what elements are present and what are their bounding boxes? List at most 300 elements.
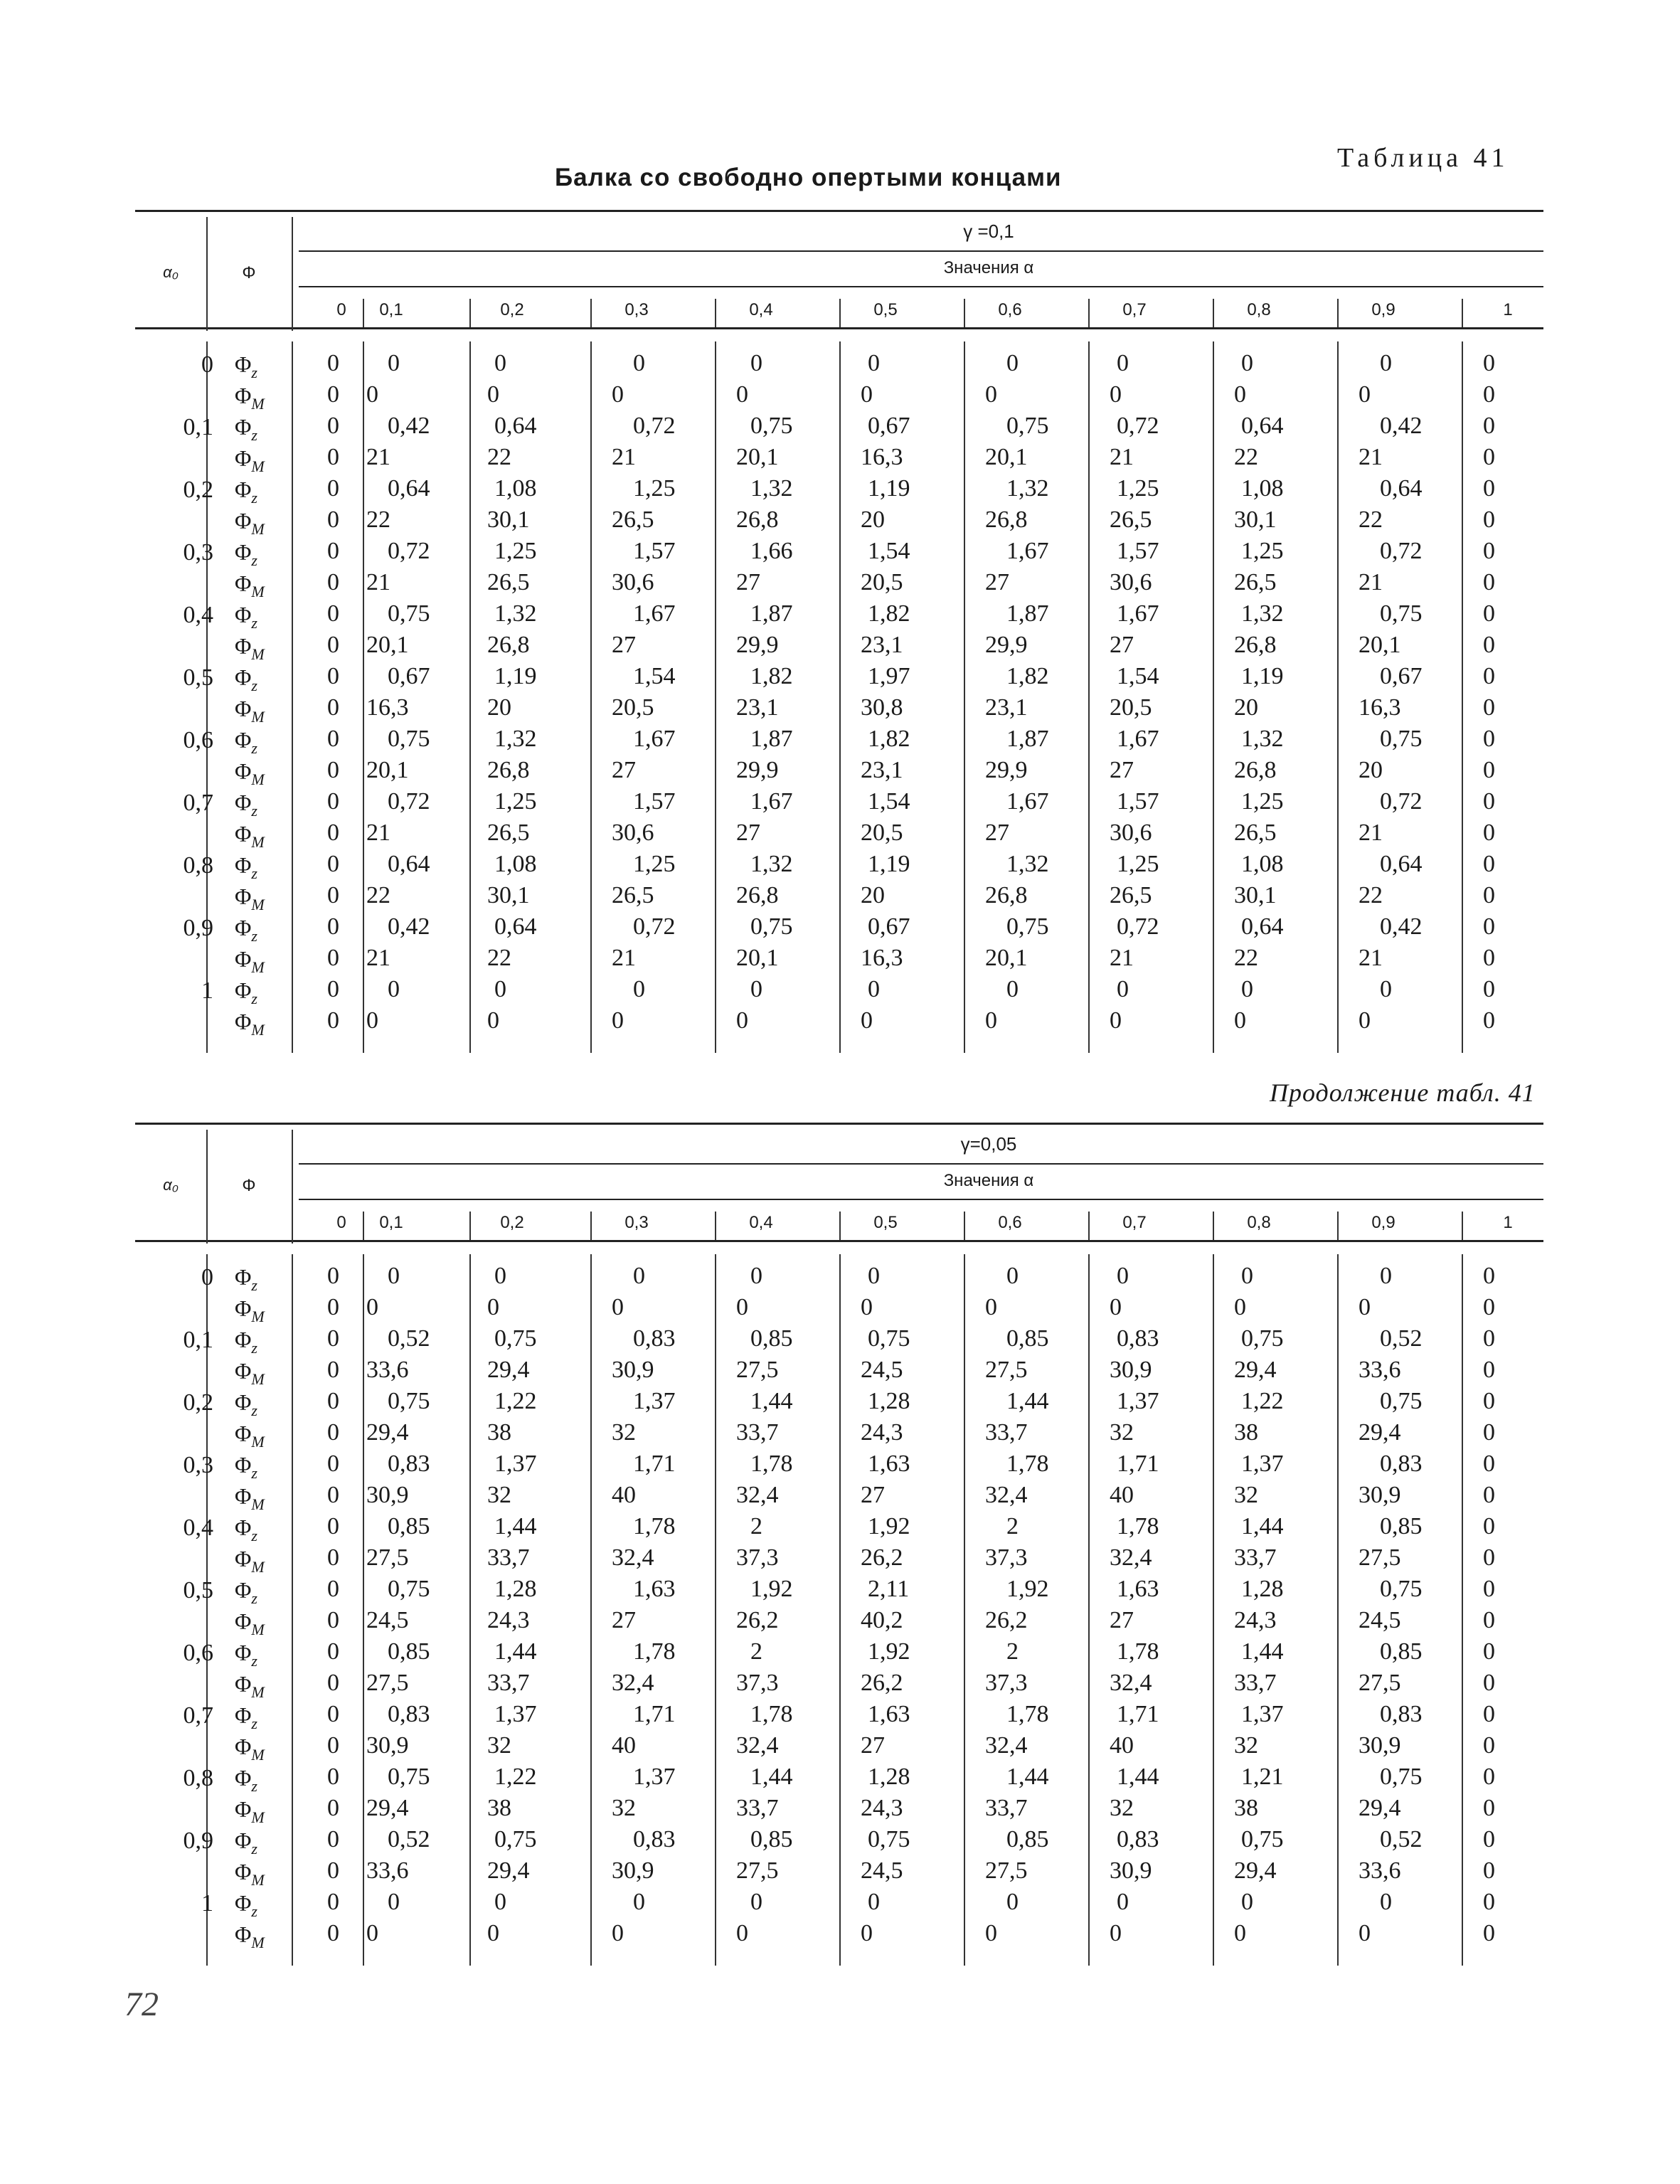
phi-m-value: 0 — [487, 1007, 499, 1034]
phi-z-value: 0 — [868, 1889, 880, 1915]
phi-m-value: 24,3 — [861, 1419, 903, 1446]
phi-z-value: 1,71 — [1117, 1701, 1159, 1727]
phi-m-value: 26,5 — [487, 569, 530, 595]
table-row — [135, 975, 1543, 1037]
phi-z-value: 1,32 — [494, 726, 537, 752]
phi-z-value: 0 — [1483, 1826, 1495, 1852]
table-row — [135, 662, 1543, 724]
phi-m-label: $\Phi_M$ — [235, 445, 265, 475]
col-divider — [1213, 1212, 1214, 1240]
phi-z-value: 1,44 — [1006, 1388, 1049, 1414]
alpha-column-header: 0,5 — [873, 300, 898, 319]
phi-z-value: 0,72 — [633, 413, 676, 439]
phi-z-value: 0,64 — [388, 851, 430, 877]
phi-z-label: $\Phi_z$ — [235, 1828, 257, 1857]
phi-m-value: 27,5 — [985, 1357, 1028, 1383]
table-row — [135, 1574, 1543, 1637]
phi-m-value: 0 — [327, 632, 339, 658]
phi-m-value: 0 — [1110, 381, 1122, 408]
table-row — [135, 1324, 1543, 1387]
phi-z-value: 1,37 — [1241, 1701, 1284, 1727]
phi-z-value: 1,54 — [868, 788, 910, 815]
phi-m-value: 0 — [1483, 1482, 1495, 1508]
phi-m-value: 27,5 — [736, 1857, 779, 1884]
phi-header: Φ — [242, 263, 256, 282]
phi-z-value: 0,75 — [388, 1576, 430, 1602]
phi-z-value: 0 — [327, 1263, 339, 1289]
phi-m-value: 0 — [1483, 1857, 1495, 1884]
phi-m-value: 27 — [736, 569, 760, 595]
phi-m-value: 0 — [736, 1294, 748, 1320]
phi-z-value: 1,78 — [1117, 1638, 1159, 1665]
phi-m-value: 0 — [327, 1544, 339, 1571]
phi-z-value: 1,78 — [750, 1451, 793, 1477]
phi-m-value: 16,3 — [861, 444, 903, 470]
phi-z-value: 1,92 — [868, 1513, 910, 1539]
phi-z-value: 0,64 — [494, 913, 537, 940]
phi-m-value: 29,9 — [985, 757, 1028, 783]
page-number: 72 — [124, 1986, 159, 2023]
phi-z-label: $\Phi_z$ — [235, 915, 257, 945]
alpha0-value: 0,9 — [183, 1828, 213, 1854]
phi-z-value: 1,63 — [1117, 1576, 1159, 1602]
phi-z-value: 1,78 — [1006, 1701, 1049, 1727]
phi-z-value: 1,92 — [868, 1638, 910, 1665]
phi-m-value: 0 — [612, 1294, 624, 1320]
phi-z-value: 0 — [327, 1638, 339, 1665]
phi-m-label: $\Phi_M$ — [235, 633, 265, 663]
phi-m-value: 40,2 — [861, 1607, 903, 1633]
phi-z-value: 1,44 — [494, 1513, 537, 1539]
phi-m-value: 26,8 — [487, 757, 530, 783]
phi-z-value: 0,75 — [1380, 1764, 1423, 1790]
phi-m-value: 40 — [1110, 1482, 1134, 1508]
phi-z-value: 0 — [1117, 1889, 1129, 1915]
phi-m-value: 16,3 — [861, 945, 903, 971]
phi-z-value: 0 — [327, 788, 339, 815]
phi-m-value: 32 — [487, 1482, 511, 1508]
data-table-gamma-005 — [135, 1123, 1543, 1969]
phi-m-value: 26,8 — [985, 507, 1028, 533]
table-row — [135, 474, 1543, 536]
phi-m-value: 20,1 — [366, 632, 409, 658]
phi-z-label: $\Phi_z$ — [235, 664, 257, 694]
phi-z-value: 0,83 — [388, 1701, 430, 1727]
phi-z-value: 0 — [1241, 976, 1253, 1002]
phi-z-value: 1,32 — [1241, 726, 1284, 752]
phi-m-value: 0 — [612, 1007, 624, 1034]
col-divider — [1213, 299, 1214, 327]
phi-z-value: 1,28 — [494, 1576, 537, 1602]
phi-m-value: 0 — [861, 1007, 873, 1034]
phi-m-value: 32 — [1234, 1482, 1258, 1508]
alpha0-value: 0,2 — [183, 477, 213, 503]
phi-z-value: 0,83 — [1117, 1325, 1159, 1352]
phi-z-value: 0,52 — [1380, 1826, 1423, 1852]
phi-m-value: 27,5 — [366, 1544, 409, 1571]
phi-z-value: 0 — [1483, 1576, 1495, 1602]
alpha0-value: 0,5 — [183, 664, 213, 691]
phi-m-value: 0 — [1483, 1607, 1495, 1633]
phi-m-value: 0 — [327, 1482, 339, 1508]
phi-m-value: 0 — [1234, 1294, 1246, 1320]
phi-z-value: 1,32 — [1006, 475, 1049, 502]
phi-z-value: 1,44 — [1241, 1638, 1284, 1665]
phi-m-value: 0 — [985, 1007, 997, 1034]
values-header: Значения α — [943, 258, 1034, 277]
phi-z-value: 0 — [868, 350, 880, 376]
phi-z-value: 1,44 — [494, 1638, 537, 1665]
phi-z-value: 0 — [494, 1263, 506, 1289]
phi-m-value: 0 — [1359, 381, 1371, 408]
phi-z-value: 1,44 — [1241, 1513, 1284, 1539]
phi-z-value: 1,78 — [633, 1638, 676, 1665]
phi-m-label: $\Phi_M$ — [235, 508, 265, 538]
phi-z-value: 0 — [1117, 350, 1129, 376]
alpha-column-header: 0,2 — [500, 1213, 524, 1232]
phi-z-value: 0,52 — [388, 1826, 430, 1852]
phi-m-value: 21 — [1110, 945, 1134, 971]
phi-z-value: 1,92 — [1006, 1576, 1049, 1602]
phi-m-value: 30,9 — [366, 1732, 409, 1759]
phi-z-value: 0 — [327, 1513, 339, 1539]
phi-m-value: 24,5 — [861, 1857, 903, 1884]
phi-z-value: 0 — [633, 1263, 645, 1289]
phi-z-value: 0,83 — [1117, 1826, 1159, 1852]
phi-m-value: 21 — [1359, 569, 1383, 595]
phi-m-value: 30,9 — [1359, 1732, 1401, 1759]
phi-z-value: 1,87 — [1006, 600, 1049, 627]
phi-z-label: $\Phi_z$ — [235, 1389, 257, 1419]
phi-m-value: 26,2 — [861, 1544, 903, 1571]
table-row — [135, 411, 1543, 474]
phi-m-value: 22 — [1234, 444, 1258, 470]
phi-z-value: 0 — [1006, 1263, 1019, 1289]
col-divider — [1462, 1212, 1463, 1240]
phi-m-value: 16,3 — [366, 694, 409, 721]
phi-z-label: $\Phi_z$ — [235, 790, 257, 820]
phi-z-value: 1,87 — [750, 726, 793, 752]
phi-m-value: 0 — [1234, 1920, 1246, 1946]
phi-m-value: 26,5 — [1110, 507, 1152, 533]
phi-m-value: 21 — [366, 945, 390, 971]
phi-z-value: 1,67 — [633, 726, 676, 752]
phi-z-value: 0 — [327, 976, 339, 1002]
phi-m-value: 20 — [861, 507, 885, 533]
phi-m-value: 38 — [1234, 1419, 1258, 1446]
phi-m-value: 22 — [487, 945, 511, 971]
phi-z-value: 0,75 — [388, 1388, 430, 1414]
values-rule — [299, 1199, 1543, 1200]
phi-z-value: 1,32 — [494, 600, 537, 627]
alpha-column-header: 0,4 — [749, 1213, 773, 1232]
alpha-column-header: 0,1 — [379, 300, 403, 319]
phi-m-value: 33,6 — [366, 1857, 409, 1884]
phi-m-value: 29,9 — [736, 632, 779, 658]
phi-z-value: 0 — [1117, 976, 1129, 1002]
table-row — [135, 1700, 1543, 1762]
phi-m-value: 20,1 — [1359, 632, 1401, 658]
phi-m-value: 24,5 — [861, 1357, 903, 1383]
phi-z-value: 0,83 — [1380, 1451, 1423, 1477]
phi-m-value: 0 — [1483, 882, 1495, 908]
phi-z-value: 0 — [1483, 663, 1495, 689]
alpha-column-header: 0,7 — [1122, 1213, 1147, 1232]
phi-m-value: 30,1 — [1234, 507, 1277, 533]
phi-m-value: 26,5 — [1234, 569, 1277, 595]
phi-z-value: 0 — [1483, 350, 1495, 376]
table-row — [135, 1762, 1543, 1825]
phi-m-value: 29,4 — [487, 1857, 530, 1884]
phi-z-value: 0 — [1006, 1889, 1019, 1915]
phi-z-value: 1,25 — [1117, 851, 1159, 877]
phi-z-label: $\Phi_z$ — [235, 1765, 257, 1795]
phi-m-value: 0 — [327, 1357, 339, 1383]
continuation-label: Продолжение табл. 41 — [1270, 1078, 1536, 1107]
phi-z-value: 1,87 — [1006, 726, 1049, 752]
phi-z-value: 0,75 — [388, 1764, 430, 1790]
phi-z-value: 0 — [327, 350, 339, 376]
phi-z-value: 1,67 — [1117, 600, 1159, 627]
col-divider — [715, 299, 716, 327]
col-divider — [363, 1212, 364, 1240]
col-divider — [469, 299, 471, 327]
phi-m-value: 0 — [736, 1007, 748, 1034]
phi-m-label: $\Phi_M$ — [235, 1546, 265, 1576]
alpha-column-header: 0,8 — [1247, 300, 1271, 319]
phi-z-value: 1,87 — [750, 600, 793, 627]
table-row — [135, 787, 1543, 849]
phi-m-value: 0 — [327, 1732, 339, 1759]
phi-m-value: 32 — [612, 1419, 636, 1446]
phi-z-value: 0 — [1483, 1638, 1495, 1665]
phi-z-label: $\Phi_z$ — [235, 539, 257, 569]
phi-m-value: 30,6 — [612, 820, 654, 846]
phi-z-value: 1,67 — [1006, 538, 1049, 564]
phi-m-value: 0 — [327, 569, 339, 595]
phi-z-value: 0,85 — [1380, 1513, 1423, 1539]
phi-z-value: 0,75 — [750, 913, 793, 940]
phi-z-value: 1,25 — [494, 788, 537, 815]
phi-z-value: 0,64 — [494, 413, 537, 439]
gamma-rule — [299, 250, 1543, 252]
phi-m-value: 32,4 — [736, 1482, 779, 1508]
phi-z-value: 0 — [327, 851, 339, 877]
alpha0-value: 0,4 — [183, 602, 213, 628]
phi-m-value: 30,9 — [612, 1357, 654, 1383]
phi-z-value: 0,75 — [1241, 1325, 1284, 1352]
col-divider — [590, 299, 592, 327]
phi-z-value: 1,82 — [1006, 663, 1049, 689]
gamma-rule — [299, 1163, 1543, 1165]
phi-z-value: 0 — [327, 475, 339, 502]
phi-m-value: 0 — [1483, 381, 1495, 408]
phi-m-label: $\Phi_M$ — [235, 571, 265, 600]
phi-m-value: 0 — [366, 1920, 378, 1946]
phi-m-value: 32 — [1110, 1419, 1134, 1446]
phi-m-value: 20 — [1234, 694, 1258, 721]
phi-z-label: $\Phi_z$ — [235, 1890, 257, 1920]
phi-m-value: 37,3 — [985, 1544, 1028, 1571]
phi-m-value: 0 — [1483, 1732, 1495, 1759]
phi-m-value: 0 — [736, 381, 748, 408]
phi-z-value: 0,72 — [388, 538, 430, 564]
phi-m-value: 27 — [1110, 632, 1134, 658]
phi-z-value: 0,67 — [868, 413, 910, 439]
phi-m-value: 21 — [1359, 945, 1383, 971]
phi-m-value: 40 — [612, 1732, 636, 1759]
phi-m-value: 21 — [366, 569, 390, 595]
phi-z-value: 0,64 — [1380, 851, 1423, 877]
phi-m-label: $\Phi_M$ — [235, 1009, 265, 1039]
phi-z-value: 0 — [1241, 1263, 1253, 1289]
phi-z-value: 1,37 — [1117, 1388, 1159, 1414]
phi-z-value: 0,75 — [750, 413, 793, 439]
phi-m-value: 27 — [612, 632, 636, 658]
phi-z-value: 2 — [1006, 1638, 1019, 1665]
phi-z-value: 0 — [1117, 1263, 1129, 1289]
phi-m-value: 0 — [327, 1419, 339, 1446]
phi-z-value: 1,67 — [1117, 726, 1159, 752]
phi-m-value: 30,8 — [861, 694, 903, 721]
phi-m-value: 0 — [612, 381, 624, 408]
phi-z-value: 0 — [1380, 350, 1392, 376]
table-row — [135, 1887, 1543, 1950]
phi-z-value: 0,85 — [750, 1826, 793, 1852]
phi-m-value: 32 — [1234, 1732, 1258, 1759]
phi-m-value: 0 — [1483, 1544, 1495, 1571]
phi-m-value: 33,7 — [1234, 1544, 1277, 1571]
phi-z-value: 0,52 — [388, 1325, 430, 1352]
phi-z-value: 0 — [388, 976, 400, 1002]
phi-m-value: 22 — [366, 507, 390, 533]
phi-z-value: 0,75 — [1006, 413, 1049, 439]
phi-m-value: 32,4 — [612, 1544, 654, 1571]
phi-z-value: 2,11 — [868, 1576, 910, 1602]
phi-z-value: 0,64 — [1241, 913, 1284, 940]
phi-z-value: 0 — [327, 1764, 339, 1790]
phi-m-value: 21 — [612, 444, 636, 470]
phi-m-value: 20,1 — [366, 757, 409, 783]
phi-m-label: $\Phi_M$ — [235, 696, 265, 726]
phi-z-value: 1,54 — [633, 663, 676, 689]
phi-m-value: 27 — [1110, 1607, 1134, 1633]
phi-m-value: 0 — [1483, 757, 1495, 783]
phi-m-value: 0 — [861, 381, 873, 408]
phi-m-value: 27,5 — [1359, 1670, 1401, 1696]
phi-m-value: 0 — [1110, 1294, 1122, 1320]
phi-m-value: 21 — [366, 820, 390, 846]
table-row — [135, 1512, 1543, 1574]
phi-z-label: $\Phi_z$ — [235, 1264, 257, 1294]
phi-z-value: 0 — [1483, 1701, 1495, 1727]
phi-z-value: 0,64 — [388, 475, 430, 502]
phi-m-value: 29,4 — [366, 1419, 409, 1446]
phi-m-value: 0 — [327, 1795, 339, 1821]
phi-m-value: 0 — [1483, 632, 1495, 658]
phi-z-value: 1,44 — [1117, 1764, 1159, 1790]
phi-z-value: 0 — [1483, 1889, 1495, 1915]
alpha-column-header: 0,5 — [873, 1213, 898, 1232]
col-divider — [590, 1212, 592, 1240]
phi-m-value: 33,7 — [985, 1419, 1028, 1446]
phi-m-value: 20 — [487, 694, 511, 721]
phi-z-value: 1,25 — [633, 475, 676, 502]
phi-z-value: 0 — [1380, 1263, 1392, 1289]
alpha0-value: 0,5 — [183, 1577, 213, 1603]
phi-z-value: 0 — [1241, 350, 1253, 376]
phi-z-value: 0 — [1483, 726, 1495, 752]
phi-z-value: 1,57 — [633, 788, 676, 815]
phi-m-value: 27 — [736, 820, 760, 846]
table-title: Балка со свободно опертыми концами — [555, 164, 1062, 191]
phi-z-value: 1,32 — [750, 851, 793, 877]
phi-m-value: 0 — [1359, 1294, 1371, 1320]
phi-m-label: $\Phi_M$ — [235, 884, 265, 913]
phi-m-value: 0 — [487, 1294, 499, 1320]
phi-z-value: 1,19 — [494, 663, 537, 689]
phi-m-value: 0 — [327, 882, 339, 908]
phi-m-value: 33,7 — [736, 1795, 779, 1821]
phi-m-value: 30,9 — [612, 1857, 654, 1884]
phi-z-value: 0,72 — [1117, 413, 1159, 439]
phi-z-value: 0 — [327, 1889, 339, 1915]
phi-z-value: 0 — [494, 350, 506, 376]
phi-z-value: 0,75 — [388, 726, 430, 752]
alpha0-value: 0,7 — [183, 1702, 213, 1729]
phi-z-value: 1,71 — [633, 1451, 676, 1477]
phi-z-label: $\Phi_z$ — [235, 1577, 257, 1607]
phi-m-value: 0 — [327, 820, 339, 846]
phi-m-value: 40 — [1110, 1732, 1134, 1759]
alpha0-value: 0,9 — [183, 915, 213, 941]
phi-z-value: 0 — [1380, 976, 1392, 1002]
phi-z-value: 0 — [1483, 913, 1495, 940]
phi-m-value: 22 — [1234, 945, 1258, 971]
phi-m-value: 23,1 — [861, 632, 903, 658]
alpha-column-header: 0 — [336, 1213, 346, 1232]
phi-z-value: 0 — [633, 1889, 645, 1915]
phi-m-value: 22 — [1359, 882, 1383, 908]
phi-m-label: $\Phi_M$ — [235, 946, 265, 976]
alpha0-header: α₀ — [163, 1176, 179, 1194]
phi-z-value: 1,44 — [750, 1388, 793, 1414]
alpha-column-header: 0,9 — [1371, 300, 1395, 319]
phi-header: Φ — [242, 1176, 256, 1195]
phi-m-value: 32 — [1110, 1795, 1134, 1821]
col-divider — [964, 299, 965, 327]
phi-z-value: 0 — [327, 1325, 339, 1352]
phi-m-value: 33,7 — [736, 1419, 779, 1446]
phi-z-value: 1,22 — [1241, 1388, 1284, 1414]
phi-m-value: 32,4 — [736, 1732, 779, 1759]
phi-m-value: 0 — [1359, 1007, 1371, 1034]
phi-m-value: 22 — [366, 882, 390, 908]
phi-z-value: 1,25 — [1241, 538, 1284, 564]
values-header: Значения α — [943, 1171, 1034, 1190]
phi-m-value: 27 — [612, 757, 636, 783]
phi-m-value: 37,3 — [985, 1670, 1028, 1696]
phi-m-label: $\Phi_M$ — [235, 383, 265, 413]
phi-m-value: 27,5 — [736, 1357, 779, 1383]
phi-z-value: 1,63 — [868, 1701, 910, 1727]
phi-z-value: 1,78 — [1006, 1451, 1049, 1477]
alpha-column-header: 1 — [1503, 1213, 1513, 1232]
phi-z-value: 0 — [327, 600, 339, 627]
phi-m-value: 0 — [1110, 1007, 1122, 1034]
phi-m-value: 0 — [1359, 1920, 1371, 1946]
col-divider — [363, 299, 364, 327]
